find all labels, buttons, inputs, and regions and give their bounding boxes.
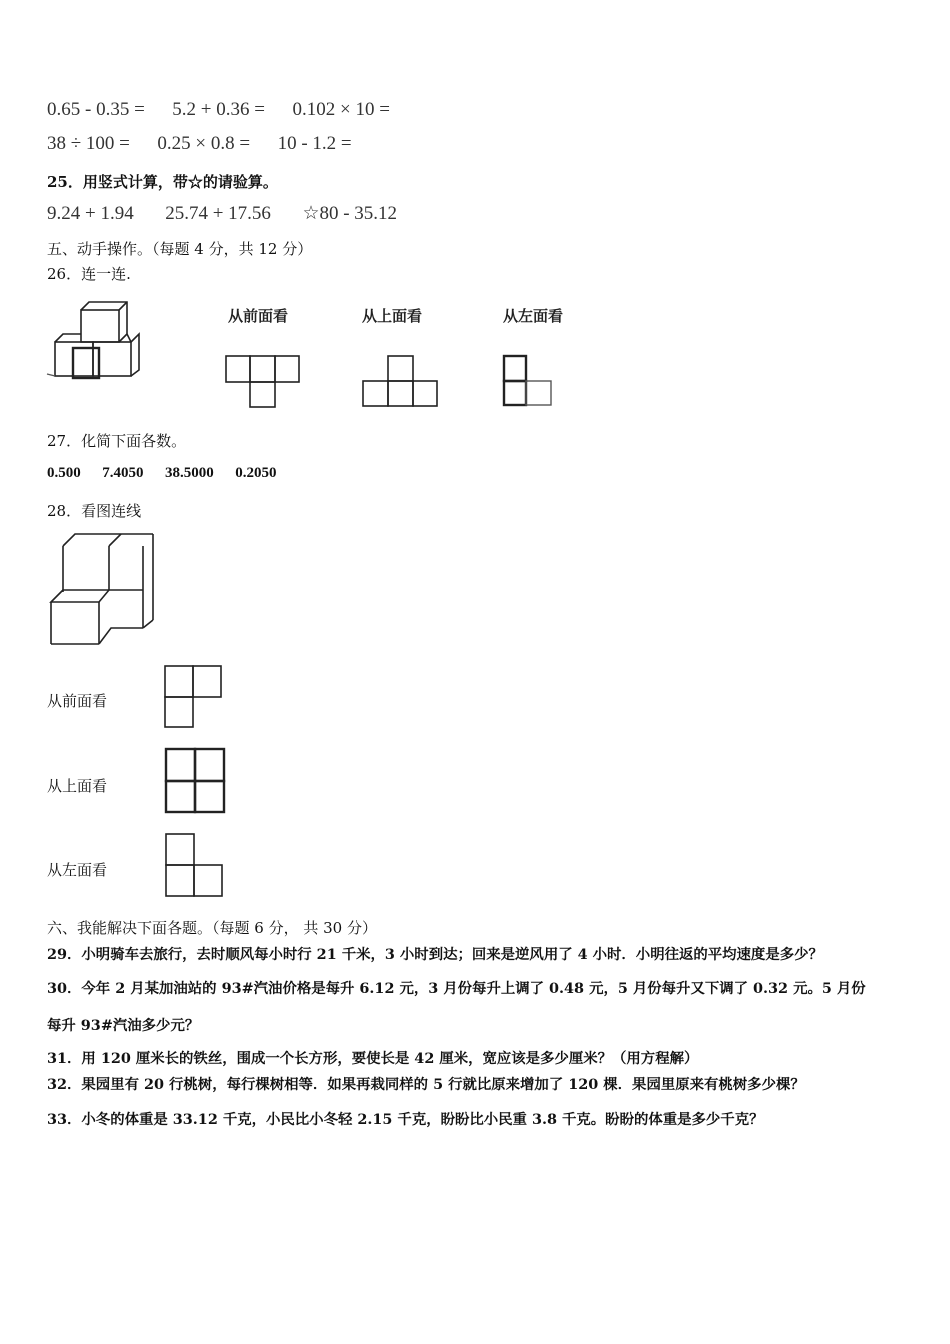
question-32: 32．果园里有 20 行桃树，每行棵树相等．如果再栽同样的 5 行就比原来增加了 120 棵．果园里原来有桃树多少棵？ <box>47 1076 805 1093</box>
q28-view-shape-3 <box>164 832 226 900</box>
question-30-line-1: 30．今年 2 月某加油站的 93#汽油价格是每升 6.12 元，3 月份每升上调了 0.48 元，5 月份每升又下调了 0.32 元。5 月份 <box>47 980 866 997</box>
q26-view-shape-1 <box>225 355 305 410</box>
q27-number: 0.2050 <box>235 465 277 481</box>
calc-item: ☆80 - 35.12 <box>302 203 398 224</box>
calc-item: 5.2 + 0.36 = <box>172 99 265 120</box>
q27-number: 0.500 <box>47 465 81 481</box>
q26-view-label-top: 从上面看 <box>362 307 423 325</box>
calc-row-1 <box>47 99 390 121</box>
question-31: 31．用 120 厘米长的铁丝，围成一个长方形，要使长是 42 厘米，宽应该是多少厘米？（用方程解） <box>47 1050 699 1067</box>
q26-view-label-front: 从前面看 <box>228 307 289 325</box>
q27-number: 7.4050 <box>102 465 144 481</box>
question-33: 33．小冬的体重是 33.12 千克，小民比小冬轻 2.15 千克，盼盼比小民重 3.8 千克。盼盼的体重是多少千克？ <box>47 1111 764 1128</box>
question-25: 25．用竖式计算，带☆的请验算。 <box>47 173 278 191</box>
q27-number: 38.5000 <box>165 465 214 481</box>
q27-number-list <box>47 465 277 482</box>
question-27: 27．化简下面各数。 <box>47 432 187 450</box>
calc-row-3 <box>47 202 397 225</box>
q26-view-label-left: 从左面看 <box>503 307 564 325</box>
calc-item: 0.65 - 0.35 = <box>47 99 145 120</box>
q28-view-label-front: 从前面看 <box>47 692 108 710</box>
calc-item: 10 - 1.2 = <box>277 133 352 154</box>
question-28: 28．看图连线 <box>47 502 142 520</box>
q26-solid-figure <box>45 298 155 388</box>
calc-item: 0.102 × 10 = <box>292 99 390 120</box>
q28-view-label-top: 从上面看 <box>47 777 108 795</box>
q26-view-shape-2 <box>362 355 442 410</box>
section-6-heading: 六、我能解决下面各题。（每题 6 分， 共 30 分） <box>47 919 377 937</box>
calc-item: 0.25 × 0.8 = <box>157 133 251 154</box>
question-29: 29．小明骑车去旅行，去时顺风每小时行 21 千米，3 小时到达；回来是逆风用了 4 小时．小明往返的平均速度是多少？ <box>47 946 823 963</box>
calc-item: 25.74 + 17.56 <box>165 203 271 224</box>
q26-view-shape-3 <box>503 355 558 410</box>
question-26: 26．连一连. <box>47 265 131 283</box>
section-5-heading: 五、动手操作。（每题 4 分，共 12 分） <box>47 240 313 258</box>
q28-view-shape-2 <box>164 747 228 815</box>
q28-view-label-left: 从左面看 <box>47 861 108 879</box>
q28-view-shape-1 <box>164 665 224 730</box>
calc-item: 38 ÷ 100 = <box>47 133 130 154</box>
q28-solid-figure <box>45 532 160 650</box>
question-30-line-2: 每升 93#汽油多少元？ <box>47 1017 200 1034</box>
calc-item: 9.24 + 1.94 <box>47 203 134 224</box>
calc-row-2 <box>47 133 352 155</box>
